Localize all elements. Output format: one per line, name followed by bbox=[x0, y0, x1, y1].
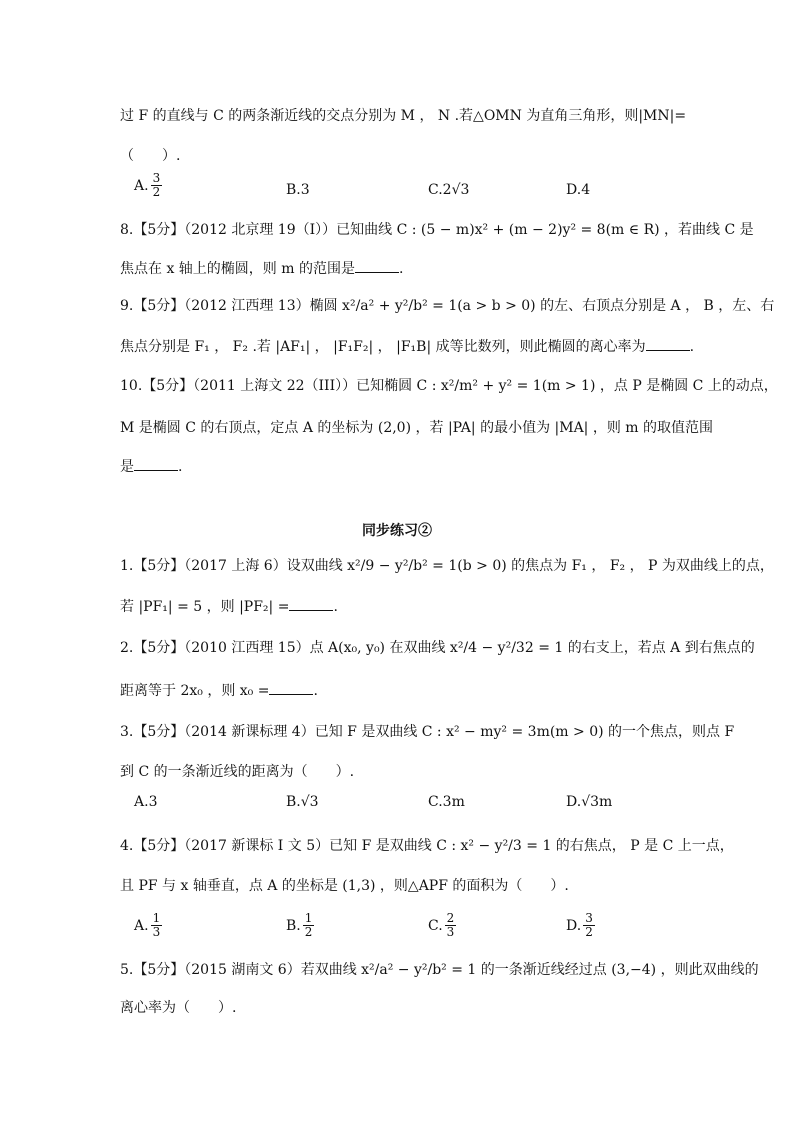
q10-line-2: M 是椭圆 C 的右顶点，定点 A 的坐标为 (2,0) ，若 |PA| 的最小值为 |MA| ，则 m 的取值范围 bbox=[120, 420, 714, 436]
option-label: C. bbox=[428, 182, 443, 198]
q9-line-1: 9.【5分】（2012 江西理 13）椭圆 x²/a² + y²/b² = 1(a > b > 0) 的左、右顶点分别是 A ， B ，左、右 bbox=[120, 298, 775, 314]
denominator: 2 bbox=[304, 925, 313, 939]
q8-line-1: 8.【5分】（2012 北京理 19（I））已知曲线 C : (5 − m)x² + (m − 2)y² = 8(m ∈ R) ，若曲线 C 是 bbox=[120, 222, 754, 238]
q7-option-c bbox=[428, 182, 469, 198]
numerator: 1 bbox=[152, 911, 161, 925]
s3-option-c bbox=[428, 794, 465, 810]
s4-line-2: 且 PF 与 x 轴垂直，点 A 的坐标是 (1,3) ，则△APF 的面积为（ ）. bbox=[120, 878, 569, 894]
s3-option-d bbox=[566, 794, 612, 810]
denominator: 3 bbox=[446, 925, 455, 939]
s2-line-1: 2.【5分】（2010 江西理 15）点 A(x₀, y₀) 在双曲线 x²/4 − y²/32 = 1 的右支上，若点 A 到右焦点的 bbox=[120, 640, 755, 656]
s3-options bbox=[134, 794, 694, 834]
option-label: B. bbox=[286, 917, 301, 934]
option-text: 3 bbox=[148, 794, 158, 810]
answer-blank bbox=[289, 596, 333, 611]
s1-line-1: 1.【5分】（2017 上海 6）设双曲线 x²/9 − y²/b² = 1(b > 0) 的焦点为 F₁ ， F₂ ， P 为双曲线上的点， bbox=[120, 558, 774, 574]
denominator: 3 bbox=[152, 925, 161, 939]
option-text: √3 bbox=[300, 794, 319, 810]
numerator: 3 bbox=[585, 911, 593, 925]
q7-option-b bbox=[286, 182, 310, 198]
option-label: A. bbox=[134, 794, 149, 810]
denominator: 2 bbox=[585, 925, 593, 939]
option-label: B. bbox=[286, 794, 301, 810]
option-label: A. bbox=[134, 177, 149, 194]
q8-line-2: 焦点在 x 轴上的椭圆，则 m 的范围是 . bbox=[120, 258, 403, 279]
s5-line-2: 离心率为（ ）. bbox=[120, 1000, 237, 1016]
option-label: D. bbox=[566, 182, 582, 198]
s4-option-a bbox=[134, 912, 164, 939]
s3-line-2: 到 C 的一条渐近线的距离为（ ）. bbox=[120, 764, 355, 780]
s4-line-1: 4.【5分】（2017 新课标 I 文 5）已知 F 是双曲线 C : x² − y²/3 = 1 的右焦点， P 是 C 上一点， bbox=[120, 838, 734, 854]
option-text: 3m bbox=[442, 794, 465, 810]
option-text: 3 bbox=[300, 182, 310, 198]
fraction bbox=[151, 912, 163, 939]
fraction bbox=[583, 912, 595, 939]
q7-options bbox=[134, 172, 694, 212]
q9-line-2-text: 焦点分别是 F₁ ， F₂ .若 |AF₁| ， |F₁F₂| ， |F₁B| 成等比数列，则此椭圆的离心率为 bbox=[120, 339, 646, 355]
q9-line-2: 焦点分别是 F₁ ， F₂ .若 |AF₁| ， |F₁F₂| ， |F₁B| 成等比数列，则此椭圆的离心率为 . bbox=[120, 336, 694, 357]
answer-blank bbox=[134, 456, 178, 471]
q7-line-1: 过 F 的直线与 C 的两条渐近线的交点分别为 M ， N .若△OMN 为直角三角形，则|MN|= bbox=[120, 108, 687, 124]
fraction bbox=[303, 912, 315, 939]
s2-line-2-text: 距离等于 2x₀ ，则 x₀ = bbox=[120, 683, 270, 699]
s4-option-c bbox=[428, 912, 458, 939]
s1-line-2: 若 |PF₁| = 5 ，则 |PF₂| = . bbox=[120, 596, 338, 617]
q7-option-a bbox=[134, 172, 164, 199]
numerator: 1 bbox=[304, 911, 313, 925]
s4-options bbox=[134, 912, 694, 952]
q10-line-3: 是 . bbox=[120, 456, 182, 477]
s4-option-b bbox=[286, 912, 316, 939]
option-text: 2√3 bbox=[442, 182, 470, 198]
option-label: B. bbox=[286, 182, 301, 198]
q7-option-d bbox=[566, 182, 590, 198]
q10-line-3-text: 是 bbox=[120, 459, 134, 475]
option-label: D. bbox=[566, 794, 582, 810]
q8-line-2-text: 焦点在 x 轴上的椭圆，则 m 的范围是 bbox=[120, 261, 355, 277]
option-label: C. bbox=[428, 917, 443, 934]
s5-line-1: 5.【5分】（2015 湖南文 6）若双曲线 x²/a² − y²/b² = 1 的一条渐近线经过点 (3,−4) ，则此双曲线的 bbox=[120, 962, 759, 978]
fraction bbox=[445, 912, 457, 939]
s3-option-b bbox=[286, 794, 319, 810]
answer-blank bbox=[355, 258, 399, 273]
option-label: A. bbox=[134, 917, 149, 934]
option-text: √3m bbox=[581, 794, 613, 810]
s3-option-a bbox=[134, 794, 157, 810]
s4-option-d bbox=[566, 912, 597, 939]
option-text: 4 bbox=[581, 182, 591, 198]
s2-line-2: 距离等于 2x₀ ，则 x₀ = . bbox=[120, 680, 318, 701]
section-title: 同步练习② bbox=[362, 523, 432, 539]
denominator: 2 bbox=[152, 185, 161, 199]
s1-line-2-text: 若 |PF₁| = 5 ，则 |PF₂| = bbox=[120, 599, 290, 615]
answer-blank bbox=[646, 336, 690, 351]
q7-line-2: （ ）. bbox=[120, 148, 181, 164]
answer-blank bbox=[269, 680, 313, 695]
q10-line-1: 10.【5分】（2011 上海文 22（III））已知椭圆 C : x²/m² + y² = 1(m > 1) ，点 P 是椭圆 C 上的动点， bbox=[120, 378, 778, 394]
numerator: 3 bbox=[152, 171, 161, 185]
fraction bbox=[151, 172, 163, 199]
s3-line-1: 3.【5分】（2014 新课标理 4）已知 F 是双曲线 C : x² − my² = 3m(m > 0) 的一个焦点，则点 F bbox=[120, 724, 735, 740]
option-label: C. bbox=[428, 794, 443, 810]
option-label: D. bbox=[566, 917, 582, 934]
numerator: 2 bbox=[446, 911, 455, 925]
